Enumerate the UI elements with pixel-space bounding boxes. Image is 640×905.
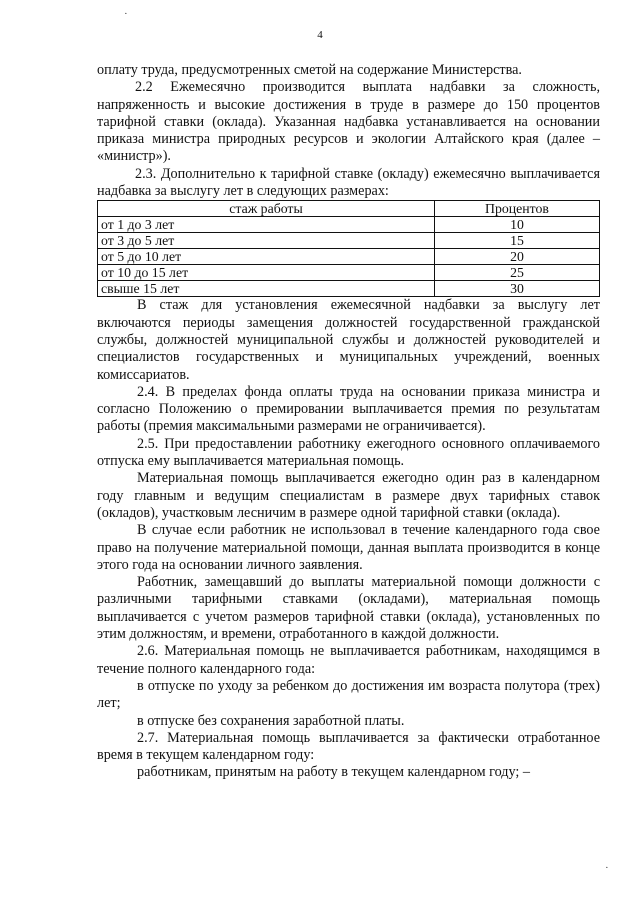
- paragraph: 2.4. В пределах фонда оплаты труда на основании приказа министра и согласно Положению о премировании выплачивается премия по результатам работы (премия максимальными размерами не ограничивается).: [97, 383, 600, 435]
- paragraph: В стаж для установления ежемесячной надбавки за выслугу лет включаются периоды замещения должностей государственной гражданской службы, должностей муниципальной службы и должностей руководителей и специалистов государственных и муниципальных учреждений, военных комиссариатов.: [97, 297, 600, 383]
- paragraph: Работник, замещавший до выплаты материальной помощи должности с различными тарифными ставками (окладами), материальная помощь выплачивается с учетом размеров тарифной ставки (оклада), установленных по этим должностям, и времени, отработанного в каждой должности.: [97, 574, 600, 643]
- period-cell: от 3 до 5 лет: [98, 233, 435, 249]
- paragraph: в отпуске по уходу за ребенком до достижения им возраста полутора (трех) лет;: [97, 677, 600, 712]
- paragraph: 2.6. Материальная помощь не выплачивается работникам, находящимся в течение полного календарного года:: [97, 643, 600, 677]
- table-header-row: [98, 201, 600, 217]
- document-body: [97, 62, 600, 782]
- paragraph: Материальная помощь выплачивается ежегодно один раз в календарном году главным и ведущим специалистам в размере двух тарифных ставок (окладов), участковым лесничим в размере одной тарифной ставки (оклада).: [97, 470, 600, 521]
- table-row: [98, 265, 600, 281]
- percent-cell: 15: [435, 233, 600, 249]
- paragraph: работникам, принятым на работу в текущем календарном году; –: [137, 764, 530, 781]
- paragraph: 2.5. При предоставлении работнику ежегодного основного оплачиваемого отпуска ему выплачивается материальная помощь.: [97, 435, 600, 470]
- table-row: [98, 249, 600, 265]
- table-row: [98, 217, 600, 233]
- column-header-percent: Процентов: [435, 201, 600, 217]
- paragraph: в отпуске без сохранения заработной платы.: [137, 712, 405, 729]
- percent-cell: 20: [435, 249, 600, 265]
- period-cell: от 10 до 15 лет: [98, 265, 435, 281]
- table-row: [98, 233, 600, 249]
- paragraph: В случае если работник не использовал в течение календарного года свое право на получение материальной помощи, данная выплата производится в конце этого года на основании личного заявления.: [97, 522, 600, 573]
- percent-cell: 25: [435, 265, 600, 281]
- column-header-period: стаж работы: [98, 201, 435, 217]
- paragraph: 2.2 Ежемесячно производится выплата надбавки за сложность, напряженность и высокие достижения в труде в размере до 150 процентов тарифной ставки (оклада). Указанная надбавка устанавливается на основании приказа министра природных ресурсов и экологии Алтайского края (далее – «министр»).: [97, 79, 600, 165]
- scan-speck: ·: [124, 8, 128, 20]
- period-cell: от 1 до 3 лет: [98, 217, 435, 233]
- paragraph: 2.7. Материальная помощь выплачивается за фактически отработанное время в текущем календарном году:: [97, 729, 600, 764]
- paragraph: оплату труда, предусмотренных сметой на содержание Министерства.: [97, 62, 522, 78]
- scan-speck: ·: [605, 862, 609, 874]
- page-number: 4: [317, 29, 323, 41]
- seniority-bonus-table: [97, 200, 600, 297]
- percent-cell: 30: [435, 281, 600, 297]
- table-row: [98, 281, 600, 297]
- paragraph: 2.3. Дополнительно к тарифной ставке (окладу) ежемесячно выплачивается надбавка за выслугу лет в следующих размерах:: [97, 165, 600, 200]
- period-cell: от 5 до 10 лет: [98, 249, 435, 265]
- period-cell: свыше 15 лет: [98, 281, 435, 297]
- percent-cell: 10: [435, 217, 600, 233]
